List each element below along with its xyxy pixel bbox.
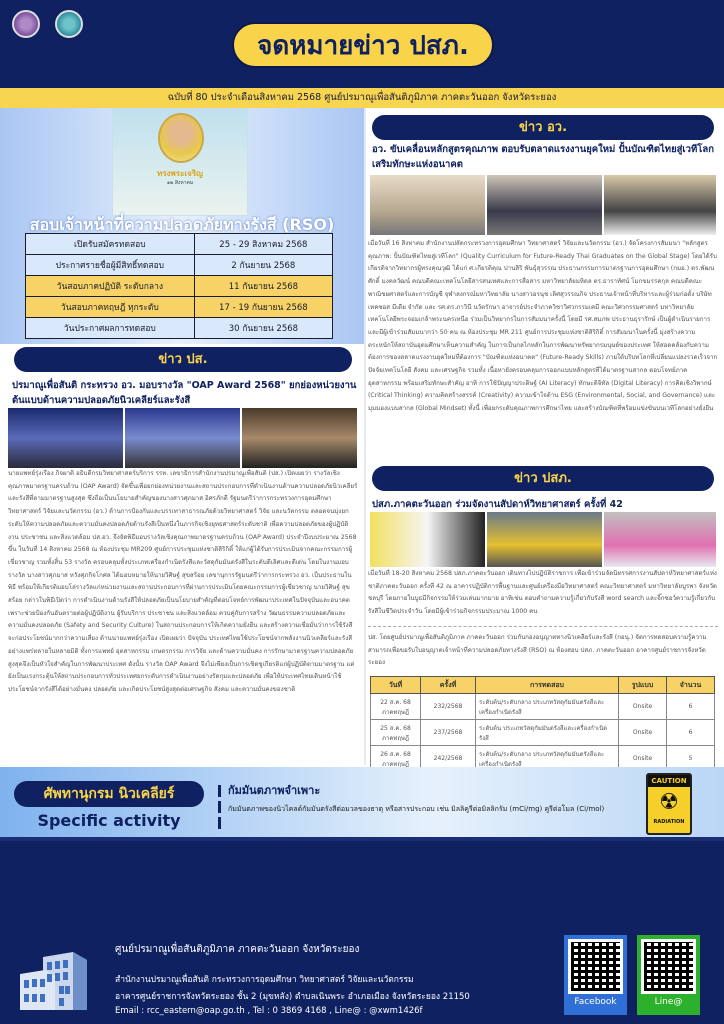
ps-article-body: นายแพทย์รุ่งเรือง กิจผาติ อธิบดีกรมวิทยาศาสตร์บริการ รรท. เลขาธิการสำนักงานปรมาณูเพื่อสันติ (ปส.) เปิดเผยว่า รางวัลเชิงคุณภาพมาตรฐานครบถ้วน (OAP Award) จัดขึ้นเพื่อยกย่องหน่วยงานและสถานประกอบการที่ดำเนินงานด้านความปลอดภัยนิวเคลียร์และรังสีที่ตามมาตรฐานสูงสุด ซึ่งถือเป็นนโยบายสำคัญของนางสาวศุภมาส อิศรภักดี รัฐมนตรีว่าการกระทรวงการอุดมศึกษา วิทยาศาสตร์ วิจัยและนวัตกรรม (อว.) ด้านการป้องกันและบรรเทาสาธารณภัยด้วยวิทยาศาสตร์ วิจัย และนวัตกรรม ตลอดจนมุ่งยกระดับให้ความปลอดภัยและความมั่นคงปลอดภัยด้านรังสีเป็นหนึ่งในภารกิจเชิงยุทธศาสตร์ระดับชาติ เพื่อความปลอดภัยของผู้ปฏิบัติงาน ประชาชน และสิ่งแวดล้อม ปส.อว. จึงจัดพิธีมอบรางวัลเชิงคุณภาพมาตรฐานครบถ้วน (OAP Award) ประจำปีงบประมาณ 2568 ขึ้น ในวันที่ 14 สิงหาคม 2568 ณ ห้องประชุม MR209 ศูนย์การประชุมแห่งชาติสิริกิติ์ ให้แก่ผู้ได้รับการประเมินจากคณะกรรมการผู้เชี่ยวชาญ รวมทั้งสิ้น 53 รางวัล ครอบคลุมทั้งประเภทเครื่องกำเนิดรังสีและวัสดุกัมมันตรังสีในระดับดีเลิศและดีเด่น โดยในงานมอบรางวัล นางสาวศุภมาส หวังศุภกิจโกศล ได้มอบหมายให้นายวิศิษฐ์ สุขสร้อย เลขานุการรัฐมนตรีว่าการกระทรวง อว. เป็นประธานในพิธี พร้อมให้เกียรติมอบโล่รางวัลแก่หน่วยงานและสถานประกอบการที่ผ่านการประเมินโดยคณะกรรมการผู้เชี่ยวชาญ นายวิศิษฐ์ สุขสร้อย กล่าวในพิธีเปิดว่า การดำเนินงานด้านรังสีให้ปลอดภัยเป็นนโยบายสำคัญที่ตอบโจทย์การพัฒนาประเทศในปัจจุบันและอนาคต เพราะช่วยป้องกันอันตรายต่อผู้ปฏิบัติงาน ผู้รับบริการ ประชาชน และสิ่งแวดล้อม ควบคู่กับการสร้าง วัฒนธรรมความปลอดภัยและความมั่นคงปลอดภัย (Safety and Security Culture) ในสถานประกอบการให้เกิดความยั่งยืน และสร้างความเชื่อมั่นว่าการใช้รังสีจะก่อประโยชน์มากกว่าความเสี่ยง ด้านนายแพทย์รุ่งเรือง เปิดเผยว่า ปัจจุบัน ประเทศไทยใช้ประโยชน์จากพลังงานนิวเคลียร์และรังสีอย่างแพร่หลายในหลายมิติ ทั้งการแพทย์ อุตสาหกรรม เกษตรกรรม การวิจัย และด้านความมั่นคง การรักษามาตรฐานความปลอดภัยสูงสุดจึงเป็นหัวใจสำคัญในการพัฒนาประเทศ ดังนั้น รางวัล OAP Award จึงไม่เพียงเป็นการเชิดชูเกียรติแก่ผู้ปฏิบัติตามมาตรฐาน แต่ยังเป็นแรงกระตุ้นให้สถานประกอบการทั่วประเทศยกระดับการดำเนินงานอย่างรัดกุมและปลอดภัย เพื่อให้ประเทศไทยเดินหน้าใช้ประโยชน์จากรังสีได้อย่างมั่นคง ปลอดภัย และเกิดประโยชน์สูงสุดต่อเศรษฐกิจ สังคม และความมั่นคงของชาติ: [8, 470, 358, 693]
qr-code-icon: [568, 939, 623, 994]
rso-label: วันสอบภาคทฤษฎี ทุกระดับ: [26, 297, 195, 318]
issue-subtitle: ฉบับที่ 80 ประจำเดือนสิงหาคม 2568 ศูนย์ปรมาณูเพื่อสันติภูมิภาค ภาคตะวันออก จังหวัดระยอง: [0, 88, 724, 108]
center-name: ศูนย์ปรมาณูเพื่อสันติภูมิภาค ภาคตะวันออก จังหวัดระยอง: [115, 944, 360, 955]
radiation-label: RADIATION: [653, 819, 685, 825]
aw-headline: อว. ขับเคลื่อนหลักสูตรคุณภาพ ตอบรับตลาดแรงงานยุคใหม่ ปั้นบัณฑิตไทยสู่เวทีโลก เสริมทักษะแห่งอนาคต: [372, 144, 714, 170]
cell-date: 22 ส.ค. 68 ภาคทฤษฎี: [371, 694, 421, 720]
aw-article-body: เมื่อวันที่ 16 สิงหาคม สำนักงานปลัดกระทรวงการอุดมศึกษา วิทยาศาสตร์ วิจัยและนวัตกรรม (อว.) จัดโครงการสัมมนา "หลักสูตรคุณภาพ: ปั้นบัณฑิตไทยสู่เวทีโลก" (Quality Curriculum for Future-Ready Thai Graduates on the Global Stage) โดยได้รับเกียรติจากวิทยากรผู้ทรงคุณวุฒิ ได้แก่ ศ.เกียรติคุณ ปานสิริ พันธุ์สุวรรณ ประธานกรรมการมาตรฐานการอุดมศึกษา (กมอ.) ดร.พัฒนศักดิ์ มงคลวัฒน์ คณบดีคณะเทคโนโลยีสารสนเทศและการสื่อสาร มหาวิทยาลัยมหิดล ดร.ธาราทัศน์ โมกขมรรคกุล คณบดีคณะพาณิชยศาสตร์และการบัญชี จุฬาลงกรณ์มหาวิทยาลัย นางสาวอรนุช เลิศสุวรรณกิจ ประธานเจ้าหน้าที่บริหารและผู้ร่วมก่อตั้ง บริษัท เทคซอส มีเดีย จำกัด และ รศ.ดร.ภาวินี นวัตรักษา อาจารย์ประจำภาควิชาวิศวกรรมเคมี คณะวิศวกรรมศาสตร์ มหาวิทยาลัยเทคโนโลยีพระจอมเกล้าพระนครเหนือ ร่วมเป็นวิทยากรในการสัมมนาครั้งนี้ โดยมี รศ.สมภพ ประธานธุรารักษ์ เป็นผู้ดำเนินรายการ และมีผู้เข้าร่วมสัมมนากว่า 50 คน ณ ห้องประชุม MR 211 ศูนย์การประชุมแห่งชาติสิริกิติ์ การสัมมนาในครั้งนี้ มุ่งสร้างความตระหนักให้สถาบันอุดมศึกษาเห็นความสำคัญ ในการเป็นกลไกหลักในการพัฒนาทรัพยากรมนุษย์ของประเทศ ให้สอดคล้องกับความต้องการของตลาดแรงงานยุคใหม่ที่ต้องการ "บัณฑิตแห่งอนาคต" (Future-Ready Skills) ภายใต้บริบทโลกที่เปลี่ยนแปลงรวดเร็วจากปัจจัยเทคโนโลยี สังคม และเศรษฐกิจ รวมทั้ง เนื้อหายังครอบคลุมการออกแบบหลักสูตรที่ได้มาตรฐานสากล ตอบโจทย์ภาคอุตสาหกรรม พร้อมเสริมทักษะสำคัญ อาทิ การใช้ปัญญาประดิษฐ์ (AI Literacy) ทักษะดิจิทัล (Digital Literacy) การคิดเชิงวิพากษ์ (Critical Thinking) ความคิดสร้างสรรค์ (Creativity) ความเข้าใจด้าน ESG (Environmental, Social, and Governance) และมุมมองแบบสากล (Global Mindset) ทั้งนี้ เพื่อยกระดับคุณภาพการศึกษาไทย และสร้างบัณฑิตที่พร้อมแข่งขันบนเวทีโลกอย่างยั่งยืน: [368, 240, 718, 413]
cell-count: 5: [667, 746, 715, 772]
glossary-definition: กัมมันตภาพของนิวไคลด์กัมมันตรังสีต่อมวลของธาตุ หรือสารประกอบ เช่น มิลลิคูรีต่อมิลลิกรัม (mCi/mg) คูรีต่อโมล (Ci/mol): [228, 805, 605, 813]
cell-round: 237/2568: [421, 720, 476, 746]
rso-date: 17 - 19 กันยายน 2568: [194, 297, 332, 318]
section-header-aw: ข่าว อว.: [372, 115, 714, 140]
qr-code-icon: [641, 939, 696, 994]
radiation-caution-sign: [646, 773, 692, 835]
award-photo: [8, 408, 123, 468]
award-photo: [125, 408, 240, 468]
glossary-band: [0, 767, 724, 837]
cell-format: Onsite: [619, 746, 667, 772]
psp-headline: ปสภ.ภาคตะวันออก ร่วมจัดงานสัปดาห์วิทยาศาสตร์ ครั้งที่ 42: [372, 499, 623, 510]
col-header: ครั้งที่: [421, 677, 476, 694]
table-row: [371, 720, 715, 746]
column-divider: [364, 108, 366, 765]
section-header-ps: ข่าว ปส.: [14, 347, 352, 372]
glossary-term-th: กัมมันตภาพจำเพาะ: [228, 784, 321, 797]
cell-format: Onsite: [619, 694, 667, 720]
rso-label: ประกาศรายชื่อผู้มีสิทธิ์ทดสอบ: [26, 255, 195, 276]
table-row: [26, 255, 333, 276]
seminar-photo: [370, 175, 485, 235]
cell-date: 26 ส.ค. 68 ภาคทฤษฎี: [371, 746, 421, 772]
rso-exam-note: ปส. โดยศูนย์ปรมาณูเพื่อสันติภูมิภาค ภาคตะวันออก ร่วมกับกองอนุญาตทางนิวเคลียร์และรังสี (กอนุ.) จัดการทดสอบความรู้ความสามารถเพื่อขอรับใบอนุญาตเจ้าหน้าที่ความปลอดภัยทางรังสี (RSO) ณ ห้องสอบ ปสภ. ภาคตะวันออก อาคารศูนย์ราชการจังหวัดระยอง: [368, 634, 707, 667]
table-row: [26, 297, 333, 318]
caution-label: CAUTION: [648, 775, 690, 787]
table-row: [371, 694, 715, 720]
cell-count: 6: [667, 720, 715, 746]
rso-schedule-table: [25, 233, 333, 339]
rso-label: วันประกาศผลการทดสอบ: [26, 318, 195, 339]
science-week-photo: [604, 512, 716, 567]
rso-date: 25 - 29 สิงหาคม 2568: [194, 234, 332, 255]
cell-exam: ระดับต้น ประเภทวัสดุกัมมันตรังสีและเครื่องกำเนิดรังสี: [476, 720, 619, 746]
seminar-photo: [487, 175, 602, 235]
contact-info: Email : rcc_eastern@oap.go.th , Tel : 0 3869 4168 , Line@ : @xwm1426f: [115, 1006, 423, 1016]
oap-logo: [55, 10, 83, 38]
address: อาคารศูนย์ราชการจังหวัดระยอง ชั้น 2 (มุขหลัง) ตำบลเนินพระ อำเภอเมือง จังหวัดระยอง 21150: [115, 992, 470, 1002]
glossary-term-en: Specific activity: [37, 811, 181, 830]
glossary-label: ศัพทานุกรม นิวเคลียร์: [14, 781, 204, 807]
royal-birthday-poster: [112, 108, 248, 216]
tins-logo: [12, 10, 40, 38]
rso-label: วันสอบภาคปฏิบัติ ระดับกลาง: [26, 276, 195, 297]
agency-name: สำนักงานปรมาณูเพื่อสันติ กระทรวงการอุดมศึกษา วิทยาศาสตร์ วิจัยและนวัตกรรม: [115, 975, 414, 985]
poster-date: ๑๒ สิงหาคม: [166, 180, 194, 186]
header: [0, 0, 724, 88]
cell-format: Onsite: [619, 720, 667, 746]
dashed-divider: [368, 626, 718, 627]
award-photo: [242, 408, 357, 468]
glossary-bar: [218, 785, 221, 831]
line-qr-code[interactable]: [637, 935, 700, 1015]
building-icon: [15, 952, 95, 1012]
section-header-psp: ข่าว ปสภ.: [372, 466, 714, 491]
science-week-photo: [370, 512, 485, 567]
rso-label: เปิดรับสมัครทดสอบ: [26, 234, 195, 255]
cell-round: 242/2568: [421, 746, 476, 772]
col-header: จำนวน: [667, 677, 715, 694]
col-header: การทดสอบ: [476, 677, 619, 694]
poster-title: ทรงพระเจริญ: [157, 169, 203, 178]
rso-date: 30 กันยายน 2568: [194, 318, 332, 339]
facebook-label: Facebook: [574, 997, 617, 1007]
table-row: [26, 318, 333, 339]
table-row: [26, 234, 333, 255]
cell-exam: ระดับต้น/ระดับกลาง ประเภทวัสดุกัมมันตรังสีและเครื่องกำเนิดรังสี: [476, 694, 619, 720]
rso-title: สอบเจ้าหน้าที่ความปลอดภัยทางรังสี (RSO): [29, 215, 335, 234]
line-label: Line@: [654, 997, 683, 1007]
cell-exam: ระดับต้น/ระดับกลาง ประเภทวัสดุกัมมันตรังสีและเครื่องกำเนิดรังสี: [476, 746, 619, 772]
rso-date: 11 กันยายน 2568: [194, 276, 332, 297]
table-row: [26, 276, 333, 297]
table-header-row: [371, 677, 715, 694]
col-header: รูปแบบ: [619, 677, 667, 694]
rso-date: 2 กันยายน 2568: [194, 255, 332, 276]
col-header: วันที่: [371, 677, 421, 694]
cell-round: 232/2568: [421, 694, 476, 720]
exam-table: [370, 676, 715, 772]
science-week-photo: [487, 512, 602, 567]
portrait-image: [158, 113, 204, 163]
facebook-qr-code[interactable]: [564, 935, 627, 1015]
radiation-icon: ☢: [659, 790, 679, 815]
ps-headline: ปรมาณูเพื่อสันติ กระทรวง อว. มอบรางวัล "OAP Award 2568" ยกย่องหน่วยงานต้นแบบด้านความปลอดภัยนิวเคลียร์และรังสี: [12, 380, 357, 406]
newsletter-title: จดหมายข่าว ปสภ.: [232, 22, 494, 68]
psp-article-body: เมื่อวันที่ 18-20 สิงหาคม 2568 ปสภ.ภาคตะวันออก เดินทางไปปฏิบัติราชการ เพื่อเข้าร่วมจัดนิทรรศการงานสัปดาห์วิทยาศาสตร์แห่งชาติภาคตะวันออก ครั้งที่ 42 ณ อาคารปฏิบัติการพื้นฐานและศูนย์เครื่องมือวิทยาศาสตร์ คณะวิทยาศาสตร์ มหาวิทยาลัยบูรพา จังหวัดชลบุรี โดยภายในบูธมีกิจกรรมให้ร่วมเล่นมากมาย อาทิเช่น ตอบคำถามความรู้เกี่ยวกับรังสี word search และจิ๊กซอว์ความรู้เกี่ยวกับรังสีในชีวิตประจำวัน โดยมีผู้เข้าร่วมกิจกรรมประมาณ 1000 คน: [368, 570, 717, 616]
cell-date: 25 ส.ค. 68 ภาคทฤษฎี: [371, 720, 421, 746]
cell-count: 6: [667, 694, 715, 720]
seminar-photo: [604, 175, 716, 235]
